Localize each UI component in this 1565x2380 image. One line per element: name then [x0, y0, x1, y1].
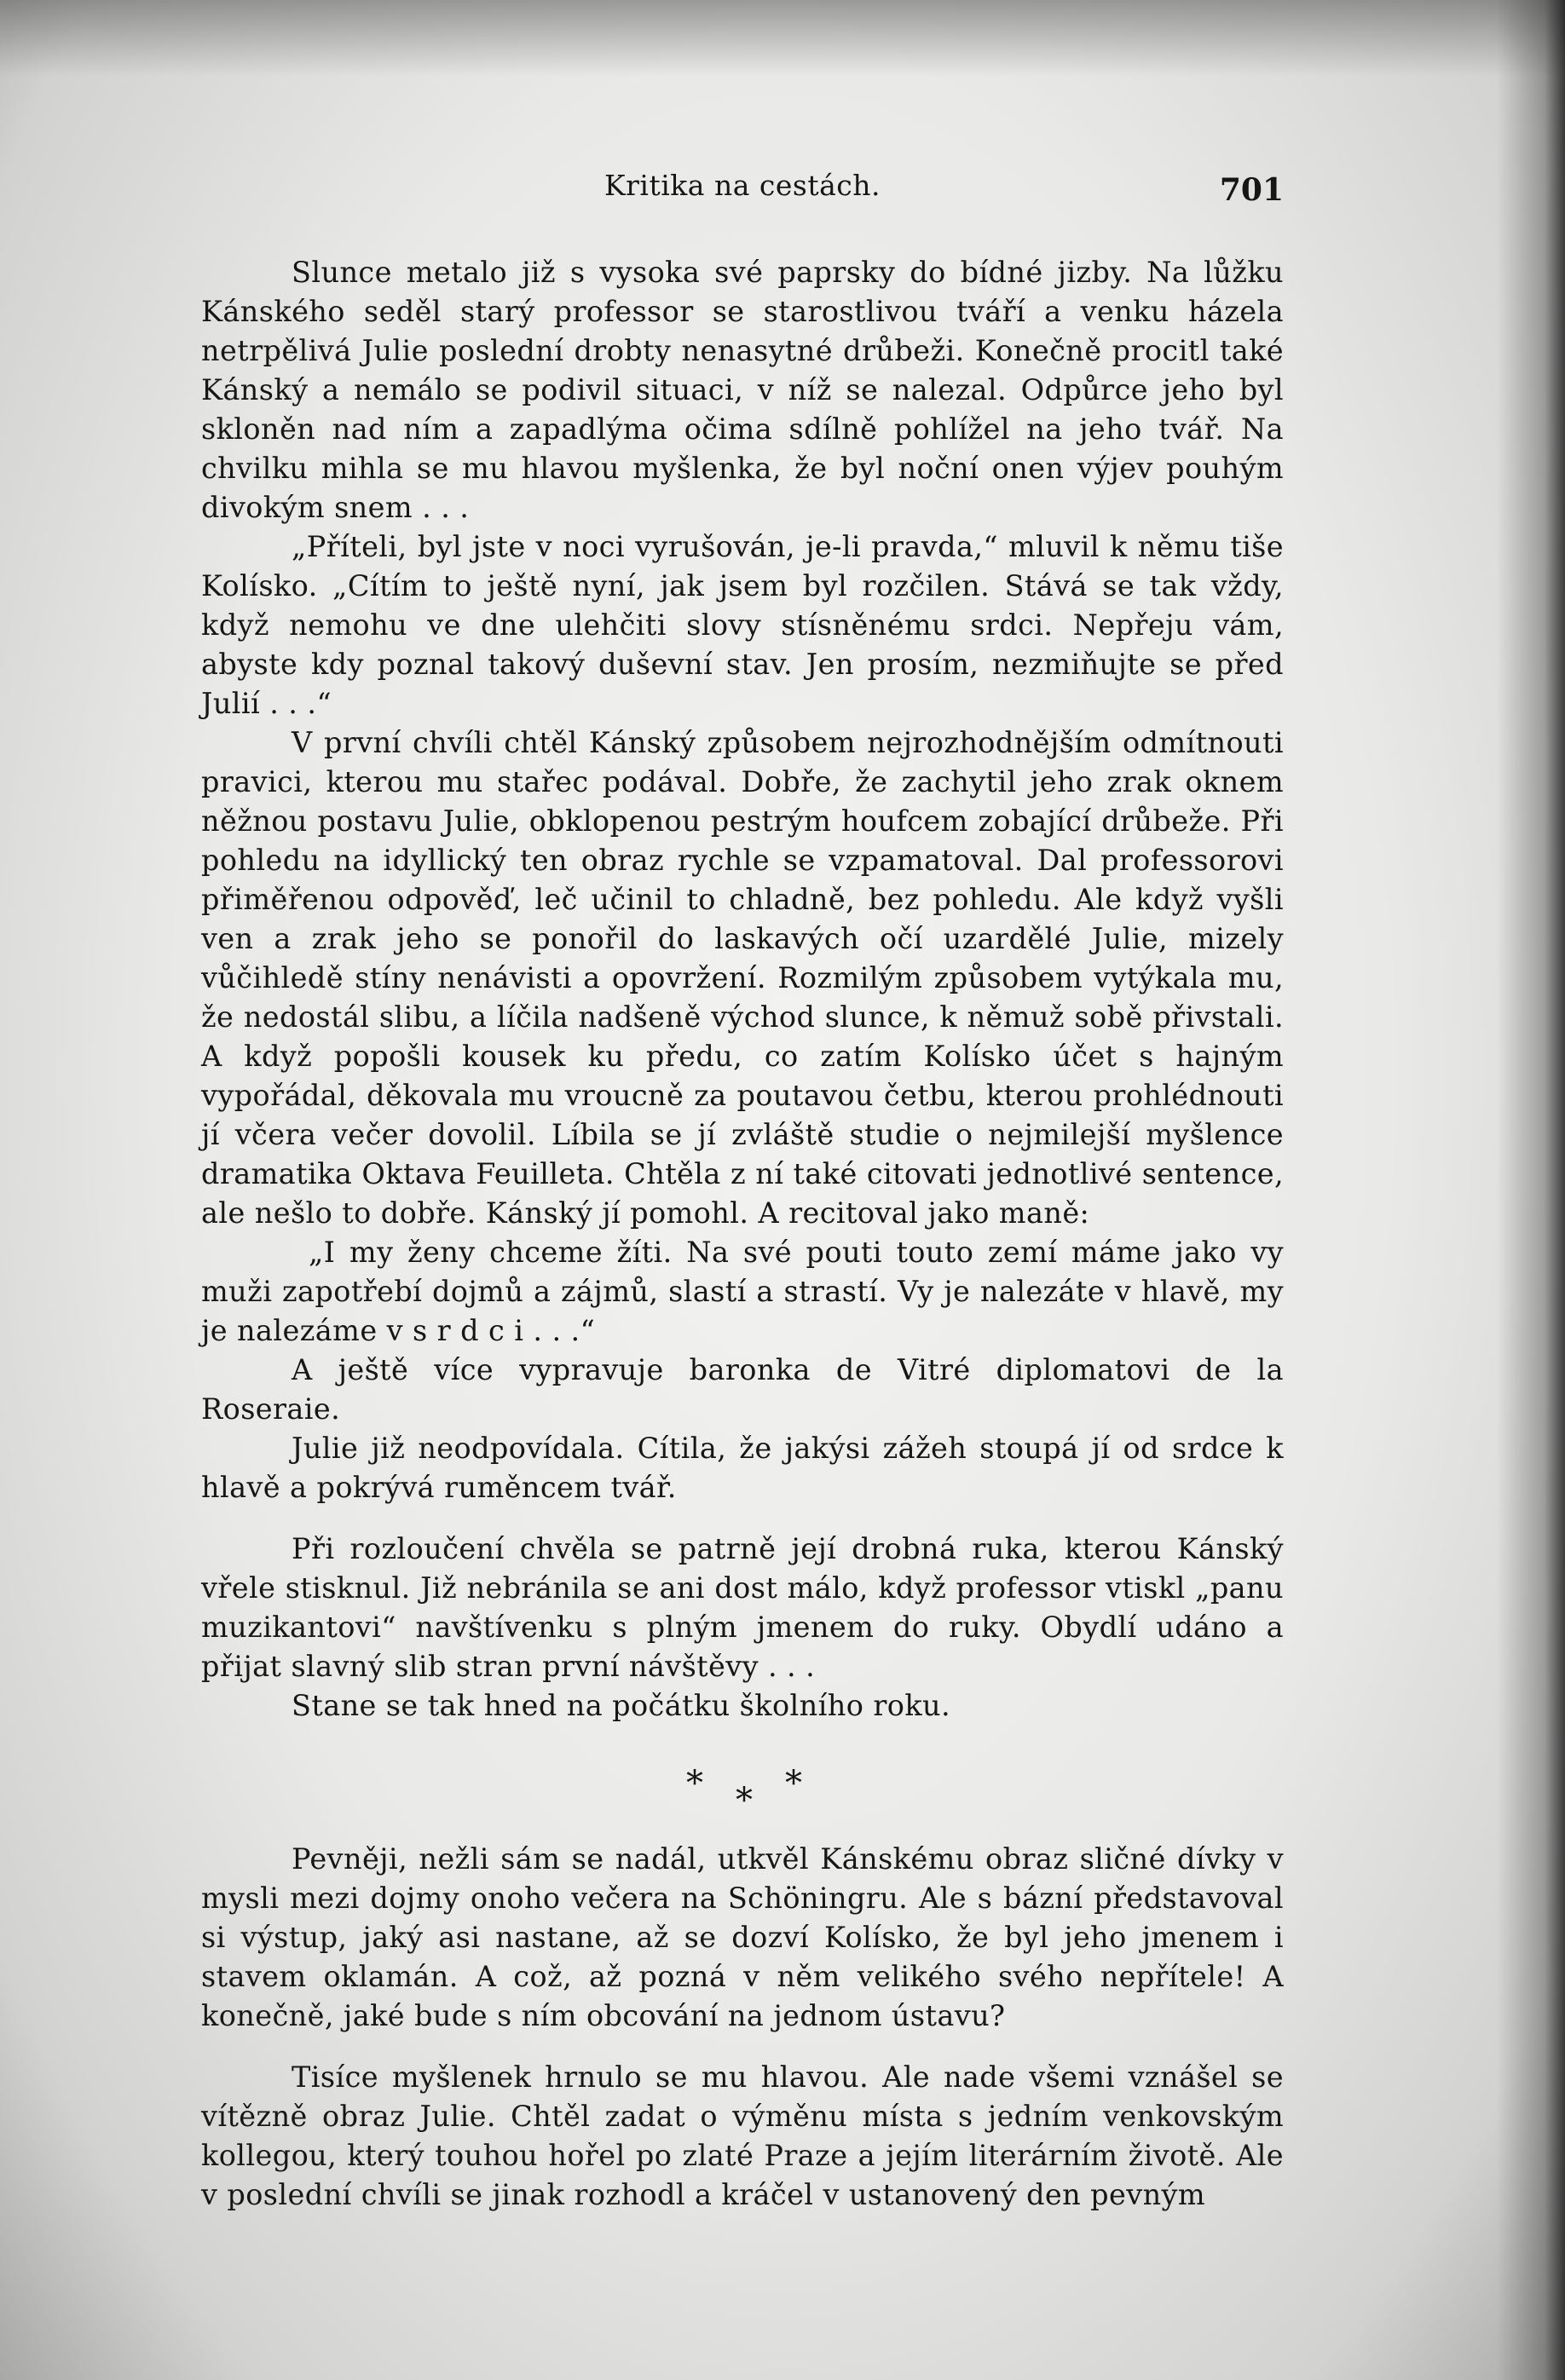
paragraph: „Příteli, byl jste v noci vyrušován, je-li pravda,“ mluvil k němu tiše Kolísko. „Cítím to ještě nyní, jak jsem byl rozčilen. Stává se tak vždy, když nemohu ve dne ulehčiti slovy stísněnému srdci. Nepřeju vám, abyste kdy poznal takový duševní stav. Jen prosím, nezmiňujte se před Julií . . .“	[201, 530, 1284, 720]
paragraph: Stane se tak hned na počátku školního roku.	[292, 1689, 951, 1722]
scan-shadow-right	[1497, 0, 1565, 2380]
paragraph: Slunce metalo již s vysoka své paprsky do bídné jizby. Na lůžku Kánského seděl starý professor se starostlivou tváří a venku házela netrpělivá Julie poslední drobty nenasytné drůbeži. Konečně procitl také Kánský a nemálo se podivil situaci, v níž se nalezal. Odpůrce jeho byl skloněn nad ním a zapadlýma očima sdílně pohlížel na jeho tvář. Na chvilku mihla se mu hlavou myšlenka, že byl noční onen výjev pouhým divokým snem . . .	[201, 256, 1284, 524]
quote-paragraph: „I my ženy chceme žíti. Na své pouti touto zemí máme jako vy muži zapotřebí dojmů a zájmů, slastí a strastí. Vy je nalezáte v hlavě, my je nalezáme v s r d c i . . .“	[201, 1236, 1284, 1347]
separator-star-right: *	[785, 1764, 803, 1803]
paragraph: Při rozloučení chvěla se patrně její drobná ruka, kterou Kánský vřele stisknul. Již nebránila se ani dost málo, když professor vtiskl „panu muzikantovi“ navštívenku s plným jmenem do ruky. Obydlí udáno a přijat slavný slib stran první návštěvy . . .	[201, 1532, 1284, 1683]
paragraph: Julie již neodpovídala. Cítila, že jakýsi zážeh stoupá jí od srdce k hlavě a pokrývá ruměncem tvář.	[201, 1432, 1284, 1504]
body-text	[201, 253, 1284, 2215]
paragraph: V první chvíli chtěl Kánský způsobem nejrozhodnějším odmítnouti pravici, kterou mu stařec podával. Dobře, že zachytil jeho zrak oknem něžnou postavu Julie, obklopenou pestrým houfcem zobající drůbeže. Při pohledu na idyllický ten obraz rychle se vzpamatoval. Dal professorovi přiměřenou odpověď, leč učinil to chladně, bez pohledu. Ale když vyšli ven a zrak jeho se ponořil do laskavých očí uzardělé Julie, mizely vůčihledě stíny nenávisti a opovržení. Rozmilým způsobem vytýkala mu, že nedostál slibu, a líčila nadšeně východ slunce, k němuž sobě přivstali. A když popošli kousek ku předu, co zatím Kolísko účet s hajným vypořádal, děkovala mu vroucně za poutavou četbu, kterou prohlédnouti jí včera večer dovolil. Líbila se jí zvláště studie o nejmilejší myšlence dramatika Oktava Feuilleta. Chtěla z ní také citovati jednotlivé sentence, ale nešlo to dobře. Kánský jí pomohl. A recitoval jako maně:	[201, 726, 1284, 1230]
separator-star-middle: *	[736, 1781, 754, 1820]
separator-star-left: *	[686, 1764, 704, 1803]
running-title: Kritika na cestách.	[604, 169, 881, 202]
page-number: 701	[1219, 172, 1284, 208]
scan-shadow-top	[0, 0, 1565, 77]
section-separator	[201, 1734, 1284, 1840]
paragraph: Tisíce myšlenek hrnulo se mu hlavou. Ale nade všemi vznášel se vítězně obraz Julie. Chtěl zadat o výměnu místa s jedním venkovským kollegou, který touhou hořel po zlaté Praze a jejím literárním životě. Ale v poslední chvíli se jinak rozhodl a kráčel v ustanovený den pevným	[201, 2060, 1284, 2211]
page-header	[201, 169, 1284, 211]
paragraph: A ještě více vypravuje baronka de Vitré diplomatovi de la Roseraie.	[201, 1353, 1284, 1426]
paragraph: Pevněji, nežli sám se nadál, utkvěl Kánskému obraz sličné dívky v mysli mezi dojmy onoho večera na Schöningru. Ale s bázní představoval si výstup, jaký asi nastane, až se dozví Kolísko, že byl jeho jmenem i stavem oklamán. A což, až pozná v něm velikého svého nepřítele! A konečně, jaké bude s ním obcování na jednom ústavu?	[201, 1842, 1284, 2032]
